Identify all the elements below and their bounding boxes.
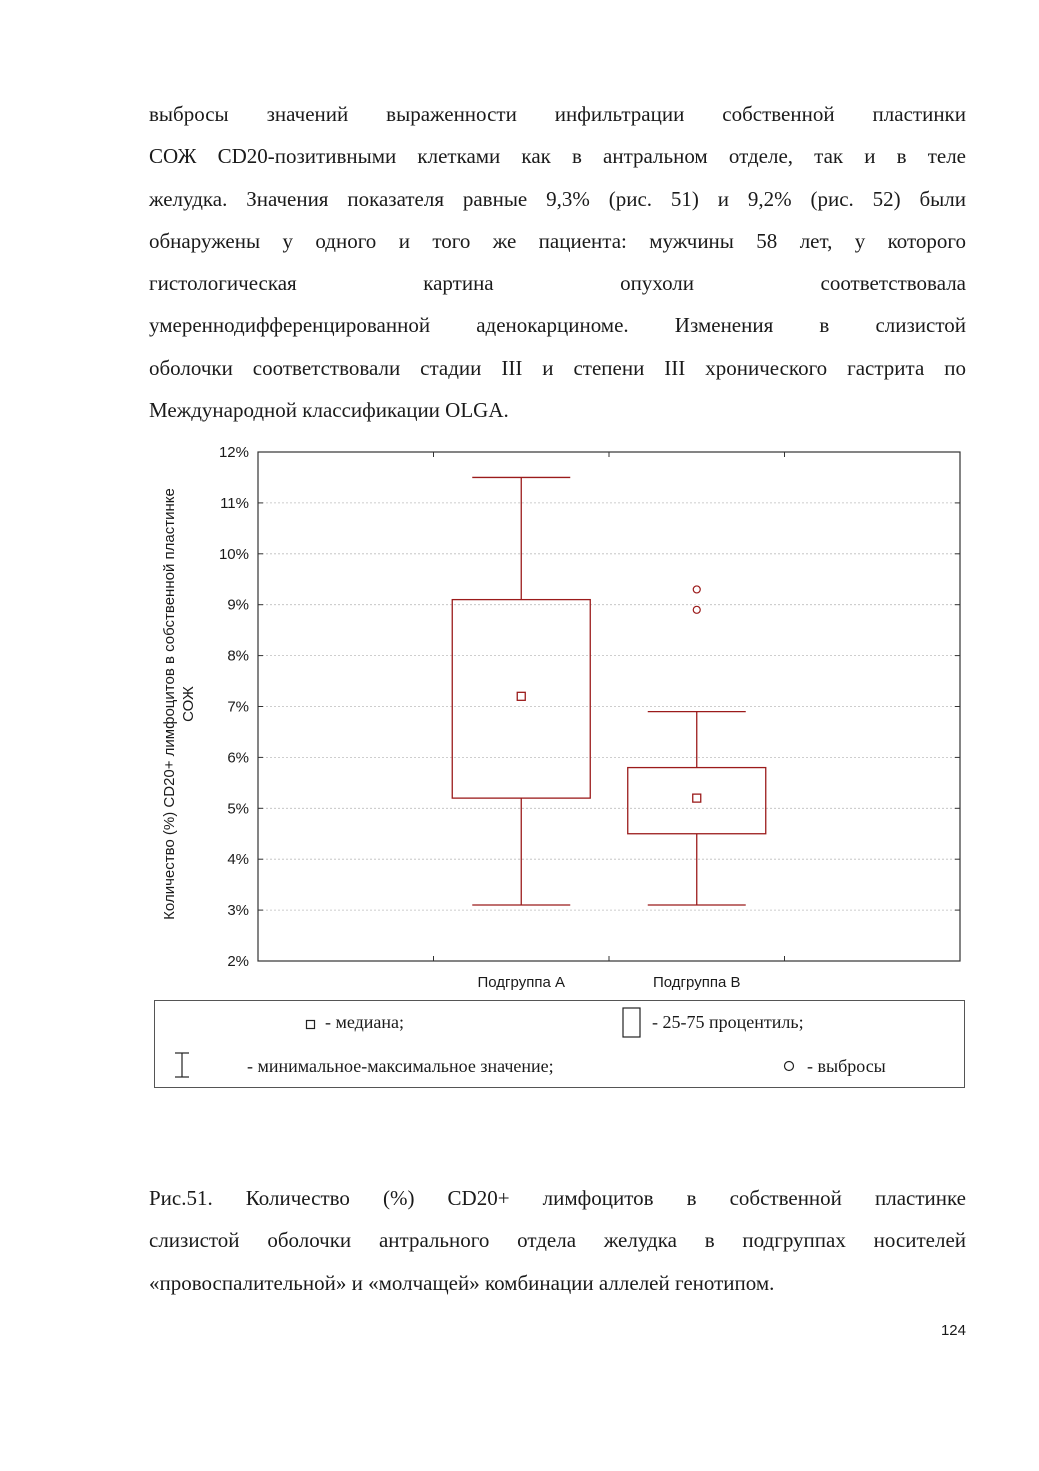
paragraph-line: желудка. Значения показателя равные 9,3% (рис. 51) и 9,2% (рис. 52) были — [149, 186, 966, 211]
paragraph-line: умереннодифференцированной аденокарциноме. Изменения в слизистой — [149, 313, 966, 338]
y-tick-label: 10% — [218, 545, 249, 563]
whisker-symbol-icon — [172, 1051, 192, 1079]
page-number: 124 — [940, 1322, 966, 1339]
boxplot-svg — [150, 440, 970, 1000]
y-tick-label: 11% — [220, 494, 249, 512]
legend-outliers: - выбросы — [807, 1056, 886, 1076]
y-axis-label: Количество (%) CD20+ лимфоцитов в собственной пластинке — [161, 488, 178, 920]
paragraph-line: обнаружены у одного и того же пациента: мужчины 58 лет, у которого — [149, 228, 966, 253]
figure-caption — [149, 1177, 966, 1304]
y-tick-label: 6% — [227, 749, 249, 767]
caption-line: слизистой оболочки антрального отдела желудка в подгруппах носителей — [149, 1228, 966, 1253]
y-tick-label: 3% — [227, 902, 249, 920]
paragraph-line: Международной классификации OLGA. — [149, 398, 509, 423]
boxplot-chart — [150, 440, 970, 1000]
paragraph-line: гистологическая картина опухоли соответствовала — [149, 271, 966, 296]
caption-line: «провоспалительной» и «молчащей» комбинации аллелей генотипом. — [149, 1270, 775, 1295]
y-tick-label: 5% — [227, 800, 249, 818]
y-tick-label: 9% — [227, 596, 249, 614]
y-tick-label: 8% — [227, 647, 249, 665]
paragraph-line: СОЖ CD20-позитивными клетками как в антральном отделе, так и в теле — [149, 144, 966, 169]
y-tick-label: 4% — [227, 851, 249, 869]
y-tick-label: 2% — [227, 953, 249, 970]
legend-median: - медиана; — [325, 1012, 405, 1032]
paragraph-line: выбросы значений выраженности инфильтрации собственной пластинки — [149, 102, 966, 126]
outlier-symbol-icon — [782, 1059, 796, 1073]
caption-line: Рис.51. Количество (%) CD20+ лимфоцитов в собственной пластинке — [149, 1186, 966, 1210]
box-symbol-icon — [622, 1007, 642, 1039]
y-tick-label: 12% — [218, 444, 249, 461]
legend-minmax: - минимальное-максимальное значение; — [247, 1056, 554, 1076]
body-paragraph — [149, 93, 966, 431]
x-tick-label: Подгруппа В — [653, 974, 741, 991]
paragraph-line: оболочки соответствовали стадии III и степени III хронического гастрита по — [149, 355, 966, 380]
legend-percentile: - 25-75 процентиль; — [652, 1012, 804, 1032]
chart-legend — [154, 1000, 965, 1088]
y-axis-label-continued: СОЖ — [180, 686, 197, 722]
y-tick-label: 7% — [227, 698, 249, 716]
median-symbol-icon — [305, 1019, 317, 1031]
x-tick-label: Подгруппа А — [477, 974, 565, 991]
